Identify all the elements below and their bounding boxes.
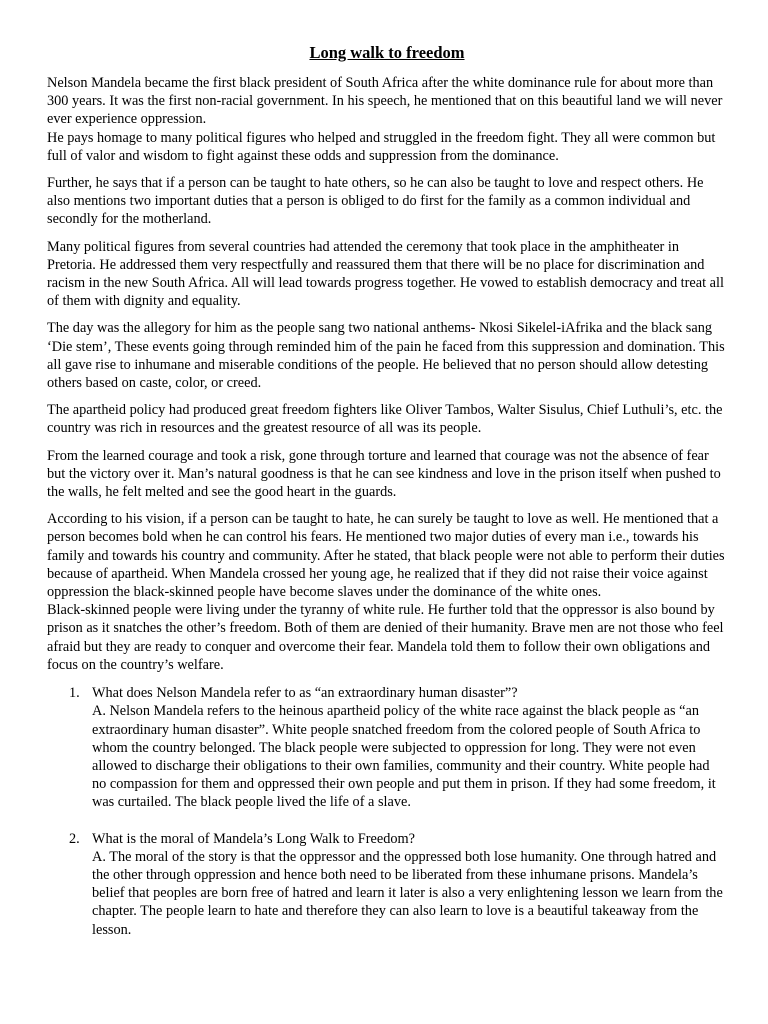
answer-text: A. Nelson Mandela refers to the heinous apartheid policy of the white race against the black people as “an extraordinary human disaster”. White people snatched freedom from the colored people of South Africa to whom the country belonged. The black people were subjected to oppression for long. They were not even allowed to discharge their obligations to their own families, community and their country. White people had no compassion for them and oppressed their own people and put them in prison. If they had some freedom, it was curtailed. The black people lived the life of a slave.: [92, 703, 716, 811]
paragraph-4: [47, 319, 727, 392]
paragraph-3: [47, 238, 727, 311]
paragraph-5: [47, 401, 727, 437]
question-item: [47, 830, 727, 939]
paragraph-6: [47, 447, 727, 502]
question-list: [47, 684, 727, 939]
paragraph-text: The apartheid policy had produced great freedom fighters like Oliver Tambos, Walter Sisulus, Chief Luthuli’s, etc. the country was rich in resources and the greatest resource of all was its people.: [47, 402, 723, 437]
paragraph-2: [47, 174, 727, 229]
paragraph-7: [47, 510, 727, 674]
paragraph-text: From the learned courage and took a risk, gone through torture and learned that courage was not the absence of fear but the victory over it. Man’s natural goodness is that he can see kindness and love in the prison itself when pushed to the walls, he felt melted and see the good heart in the guards.: [47, 447, 721, 501]
question-text: What is the moral of Mandela’s Long Walk to Freedom?: [92, 830, 415, 847]
question-number: 1.: [69, 685, 80, 702]
paragraph-text: Many political figures from several countries had attended the ceremony that took place in the amphitheater in Pretoria. He addressed them very respectfully and reassured them that there will be no place for discrimination and racism in the new South Africa. All will lead towards progress together. He vowed to establish democracy and treat all of them with dignity and equality.: [47, 238, 724, 310]
paragraph-text: Black-skinned people were living under the tyranny of white rule. He further told that the oppressor is also bound by prison as it snatches the other’s freedom. Both of them are denied of their humanity. Brave men are not those who feel afraid but they are ready to conquer and overcome their fear. Mandela told them to follow their own obligations and focus on the country’s welfare.: [47, 602, 724, 673]
question-text: What does Nelson Mandela refer to as “an extraordinary human disaster”?: [92, 685, 518, 702]
paragraph-text: Further, he says that if a person can be taught to hate others, so he can also be taught to love and respect others. He also mentions two important duties that a person is obliged to do first for the family as a common individual and secondly for the motherland.: [47, 175, 704, 228]
question-number: 2.: [69, 830, 80, 847]
document-page: [47, 42, 727, 957]
question-item: [47, 684, 727, 811]
paragraph-text: According to his vision, if a person can be taught to hate, he can surely be taught to love as well. He mentioned that a person becomes bold when he can control his fears. He mentioned two major duties of every man i.e., towards his family and towards his country and community. After he stated, that black people were not able to perform their duties because of apartheid. When Mandela crossed her young age, he realized that if they did not raise their voice against oppression the black-skinned people have become slaves under the dominance of the white ones.: [47, 511, 725, 601]
document-title: Long walk to freedom: [309, 43, 465, 62]
paragraph-text: He pays homage to many political figures who helped and struggled in the freedom fight. They all were common but full of valor and wisdom to fight against these odds and suppression from the dominance.: [47, 129, 716, 164]
paragraph-1: [47, 74, 727, 165]
answer-text: A. The moral of the story is that the oppressor and the oppressed both lose humanity. One through hatred and the other through oppression and hence both need to be liberated from these inhumane prisons. Mandela’s belief that peoples are born free of hatred and learn it later is also a very enlightening lesson we learn from the chapter. The people learn to hate and therefore they can also learn to love is a beautiful takeaway from the lesson.: [92, 848, 723, 938]
paragraph-text: Nelson Mandela became the first black president of South Africa after the white dominance rule for about more than 300 years. It was the first non-racial government. In his speech, he mentioned that on this beautiful land we will never ever experience oppression.: [47, 75, 723, 128]
paragraph-text: The day was the allegory for him as the people sang two national anthems- Nkosi Sikelel-iAfrika and the black sang ‘Die stem’, These events going through reminded him of the pain he faced from this suppression and domination. This all gave rise to inhumane and miserable conditions of the people. He believed that no person should allow detesting others based on caste, color, or creed.: [47, 320, 725, 392]
